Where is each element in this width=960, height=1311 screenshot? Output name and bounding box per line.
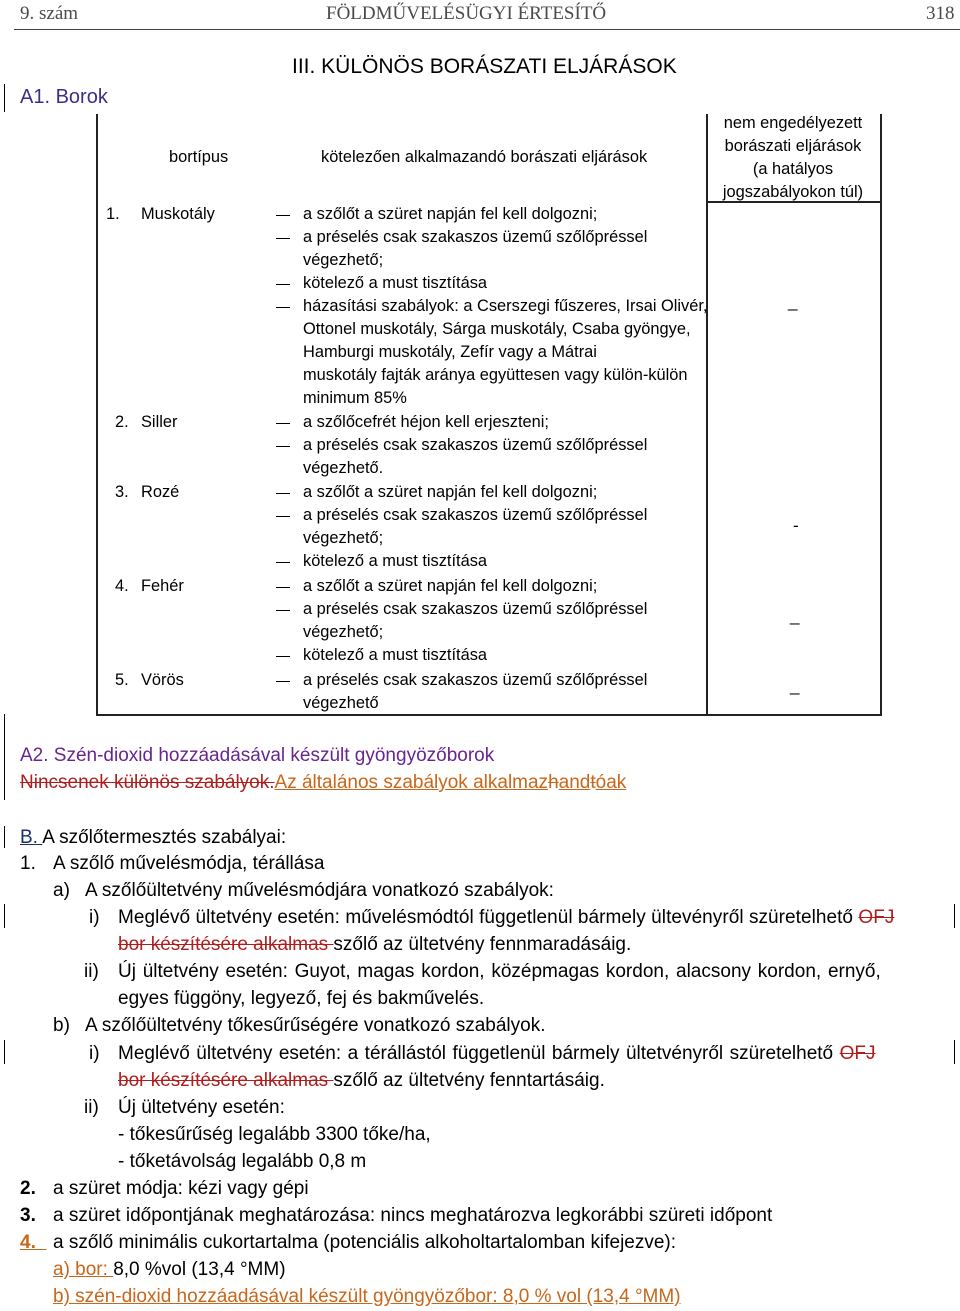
bullet-dash xyxy=(276,238,290,239)
sub-item: a) bor: 8,0 %vol (13,4 °MM) xyxy=(53,1259,286,1280)
col-header-required: kötelezően alkalmazandó borászati eljárások xyxy=(321,148,648,166)
added-text: and xyxy=(558,772,591,793)
bullet-dash xyxy=(276,562,290,563)
row-line: a szőlőt a szüret napján fel kell dolgozni; xyxy=(303,577,598,595)
item-number: 1. xyxy=(20,853,36,874)
change-bar xyxy=(954,1040,955,1064)
paragraph-line: Új ültetvény esetén: Guyot, magas kordon, középmagas kordon, alacsony kordon, ernyő, xyxy=(118,961,881,982)
change-bar xyxy=(954,904,955,928)
b-title-text: A szőlőtermesztés szabályai: xyxy=(42,827,287,848)
sub-label: b) xyxy=(53,1015,70,1036)
roman-label: ii) xyxy=(84,1097,99,1118)
a2-title: A2. Szén-dioxid hozzáadásával készült gyöngyözőborok xyxy=(20,745,495,766)
roman-label: i) xyxy=(89,1043,100,1064)
b-title xyxy=(20,825,286,851)
table-border xyxy=(96,714,882,716)
paragraph-line: Meglévő ültetvény esetén: a térállástól függetlenül bármely ültetvényről szüretelhető OFJ xyxy=(118,1043,876,1064)
sub-label: a) xyxy=(53,880,70,901)
change-bar xyxy=(4,1040,5,1064)
forbidden-mark: _ xyxy=(790,676,800,695)
bullet-dash xyxy=(276,423,290,424)
section-title: III. KÜLÖNÖS BORÁSZATI ELJÁRÁSOK xyxy=(292,55,677,78)
b-label: B. xyxy=(20,827,43,848)
struck-text: bor készítésére alkalmas xyxy=(118,1070,334,1091)
change-bar xyxy=(4,904,5,928)
paragraph-line: Új ültetvény esetén: xyxy=(118,1097,285,1118)
journal-title: FÖLDMŰVELÉSÜGYI ÉRTESÍTŐ xyxy=(326,3,607,24)
row-line: végezhető; xyxy=(303,529,384,547)
paragraph-line: bor készítésére alkalmas szőlő az ültetvény fennmaradásáig. xyxy=(118,934,632,955)
item-text: a szüret időpontjának meghatározása: nincs meghatározva legkorábbi szüreti időpont xyxy=(53,1205,773,1226)
row-type: Vörös xyxy=(141,671,184,689)
forbidden-mark: _ xyxy=(788,292,798,311)
change-bar xyxy=(4,826,5,848)
change-bar xyxy=(4,714,5,800)
bullet-dash xyxy=(276,446,290,447)
forbidden-mark: _ xyxy=(790,606,800,625)
item-text: a szüret módja: kézi vagy gépi xyxy=(53,1178,309,1199)
row-number: 3. xyxy=(115,483,129,501)
row-line: a préselés csak szakaszos üzemű szőlőpréssel xyxy=(303,436,648,454)
a1-title: A1. Borok xyxy=(20,86,108,108)
row-number: 4. xyxy=(115,577,129,595)
row-line: a szőlőcefrét héjon kell erjeszteni; xyxy=(303,413,549,431)
change-bar xyxy=(4,84,5,112)
row-line: Hamburgi muskotály, Zefír vagy a Mátrai xyxy=(303,343,597,361)
row-type: Siller xyxy=(141,413,178,431)
item-number: 4. xyxy=(20,1232,47,1253)
bullet-dash xyxy=(276,516,290,517)
col-header-forbidden: nem engedélyezett borászati eljárások (a hatályos jogszabályokon túl) xyxy=(722,114,864,201)
paragraph-line: egyes függöny, legyező, fej és bakművelés. xyxy=(118,988,485,1009)
row-line: kötelező a must tisztítása xyxy=(303,646,488,664)
row-type: Rozé xyxy=(141,483,180,501)
item-number: 2. xyxy=(20,1178,36,1199)
table-border xyxy=(96,114,98,716)
table-border xyxy=(706,114,708,716)
row-line: végezhető xyxy=(303,694,379,712)
bullet-dash xyxy=(276,307,290,308)
forbidden-mark: - xyxy=(793,516,799,535)
row-line: a préselés csak szakaszos üzemű szőlőpréssel xyxy=(303,671,648,689)
row-line: Ottonel muskotály, Sárga muskotály, Csaba gyöngye, xyxy=(303,320,691,338)
struck-text: bor készítésére alkalmas xyxy=(118,934,334,955)
bullet-dash xyxy=(276,284,290,285)
added-text: a) bor: xyxy=(53,1259,114,1280)
row-line: végezhető; xyxy=(303,623,384,641)
sub-text: A szőlőültetvény tőkesűrűségére vonatkozó szabályok. xyxy=(85,1015,546,1036)
added-text: b) szén-dioxid hozzáadásával készült gyöngyözőbor: 8,0 % vol (13,4 °MM) xyxy=(53,1286,681,1307)
row-line: végezhető. xyxy=(303,459,384,477)
row-type: Muskotály xyxy=(141,205,215,223)
bullet-line: - tőkesűrűség legalább 3300 tőke/ha, xyxy=(118,1124,431,1145)
row-line: a préselés csak szakaszos üzemű szőlőpréssel xyxy=(303,600,648,618)
paragraph-line: bor készítésére alkalmas szőlő az ültetvény fenntartásáig. xyxy=(118,1070,605,1091)
struck-text: Nincsenek különös szabályok. xyxy=(20,772,275,793)
item-text: a szőlő minimális cukortartalma (potenciális alkoholtartalomban kifejezve): xyxy=(53,1232,677,1253)
row-line: kötelező a must tisztítása xyxy=(303,274,488,292)
row-line: muskotály fajták aránya együttesen vagy külön-külön xyxy=(303,366,688,384)
row-line: házasítási szabályok: a Cserszegi fűszeres, Irsai Olivér, xyxy=(303,297,708,315)
struck-text: h xyxy=(548,772,559,793)
header-rule xyxy=(14,29,960,30)
roman-label: ii) xyxy=(84,961,99,982)
col-header-type: bortípus xyxy=(169,148,229,166)
bullet-line: - tőketávolság legalább 0,8 m xyxy=(118,1151,367,1172)
issue-number: 9. szám xyxy=(20,3,79,24)
a2-text xyxy=(20,770,626,796)
row-number: 1. xyxy=(106,205,120,223)
row-line: minimum 85% xyxy=(303,389,407,407)
row-line: végezhető; xyxy=(303,251,384,269)
bullet-dash xyxy=(276,610,290,611)
bullet-dash xyxy=(276,587,290,588)
struck-text: t xyxy=(590,772,596,793)
row-line: a szőlőt a szüret napján fel kell dolgozni; xyxy=(303,483,598,501)
bullet-dash xyxy=(276,656,290,657)
row-line: a szőlőt a szüret napján fel kell dolgozni; xyxy=(303,205,598,223)
item-number: 3. xyxy=(20,1205,36,1226)
sub-text: A szőlőültetvény művelésmódjára vonatkozó szabályok: xyxy=(85,880,554,901)
row-number: 2. xyxy=(115,413,129,431)
bullet-dash xyxy=(276,493,290,494)
row-line: a préselés csak szakaszos üzemű szőlőpréssel xyxy=(303,228,648,246)
bullet-dash xyxy=(276,215,290,216)
struck-text: OFJ xyxy=(839,1043,876,1064)
paragraph-line: Meglévő ültetvény esetén: művelésmódtól függetlenül bármely ültevényről szüretelhető OFJ xyxy=(118,907,895,928)
row-type: Fehér xyxy=(141,577,184,595)
row-line: kötelező a must tisztítása xyxy=(303,552,488,570)
bullet-dash xyxy=(276,681,290,682)
row-line: a préselés csak szakaszos üzemű szőlőpréssel xyxy=(303,506,648,524)
table-border xyxy=(880,114,882,716)
added-text: óak xyxy=(595,772,627,793)
item-text: A szőlő művelésmódja, térállása xyxy=(53,853,325,874)
page-number: 318 xyxy=(926,3,955,24)
struck-text: OFJ xyxy=(858,907,895,928)
added-text: Az általános szabályok alkalmaz xyxy=(274,772,549,793)
row-number: 5. xyxy=(115,671,129,689)
roman-label: i) xyxy=(89,907,100,928)
